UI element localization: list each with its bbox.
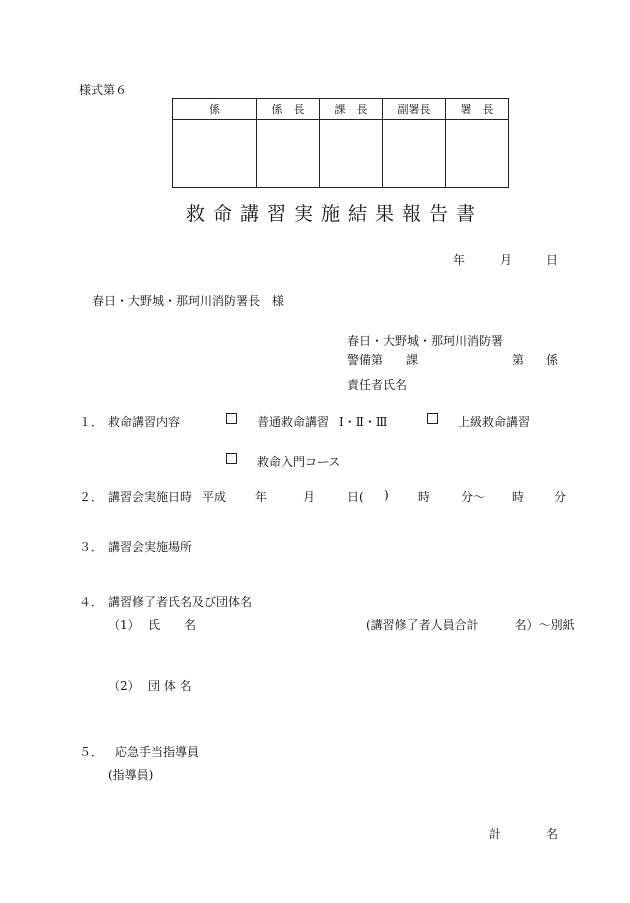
approval-header-fukushocho: 副署長 — [383, 99, 446, 120]
approval-header-kakari: 係 — [173, 99, 257, 120]
section-4-sub2-number: （2） — [108, 679, 140, 693]
approval-stamp-cell[interactable] — [446, 120, 509, 188]
section-2-number: ２． — [79, 490, 104, 504]
sender-dept-kakari: 係 — [546, 353, 559, 367]
sender-dept-ka: 課 — [406, 353, 419, 367]
approval-stamp-cell[interactable] — [173, 120, 257, 188]
addressee: 春日・大野城・那珂川消防署長 様 — [92, 294, 285, 308]
approval-header-kakaricho: 係 長 — [257, 99, 320, 120]
section-4-sub1-number: （1） — [108, 618, 140, 632]
checkbox-basic-course[interactable] — [226, 413, 237, 424]
section-4-number: ４． — [79, 595, 104, 609]
option-intro-course-label: 救命入門コース — [257, 455, 341, 469]
option-basic-course-label: 普通救命講習 — [257, 415, 330, 429]
section-4-sub2-label: 団 体 名 — [148, 679, 192, 693]
section-2-hour-start: 時 — [418, 490, 431, 504]
section-1-label: 救命講習内容 — [108, 415, 181, 429]
section-4-sub1-label: 氏 名 — [148, 618, 197, 632]
date-month-label: 月 — [500, 253, 513, 267]
form-number: 様式第６ — [79, 83, 128, 97]
section-4-sub1-note: (講習修了者人員合計 名）～別紙 — [366, 618, 575, 632]
total-mei-label: 名 — [546, 827, 559, 841]
section-2-minute-start: 分～ — [461, 490, 486, 504]
section-4-label: 講習修了者氏名及び団体名 — [108, 595, 253, 609]
sender-responsible-label: 責任者氏名 — [347, 378, 408, 392]
section-3-label: 講習会実施場所 — [108, 540, 193, 554]
section-1-number: １． — [79, 415, 104, 429]
sender-org: 春日・大野城・那珂川消防署 — [347, 334, 504, 348]
checkbox-advanced-course[interactable] — [427, 413, 438, 424]
section-2-label: 講習会実施日時 — [108, 490, 193, 504]
section-2-year: 年 — [255, 490, 268, 504]
checkbox-intro-course[interactable] — [226, 453, 237, 464]
option-advanced-course-label: 上級救命講習 — [458, 415, 531, 429]
sender-dept-dai: 第 — [512, 353, 525, 367]
section-2-hour-end: 時 — [512, 490, 525, 504]
approval-header-shocho: 署 長 — [446, 99, 509, 120]
approval-stamp-cell[interactable] — [257, 120, 320, 188]
section-2-month: 月 — [303, 490, 316, 504]
section-5-sub-label: (指導員) — [108, 768, 154, 782]
date-year-label: 年 — [453, 253, 466, 267]
approval-stamp-table — [172, 98, 509, 188]
document-title: 救命講習実施結果報告書 — [186, 203, 484, 225]
section-2-era: 平成 — [202, 490, 227, 504]
section-5-number: ５． — [79, 745, 104, 759]
option-basic-course-levels: Ⅰ・Ⅱ・Ⅲ — [339, 415, 388, 429]
section-2-paren-close: ) — [384, 488, 389, 502]
total-kei-label: 計 — [489, 827, 502, 841]
section-2-day: 日( — [347, 490, 364, 504]
section-3-number: ３． — [79, 540, 104, 554]
section-2-minute-end: 分 — [554, 490, 567, 504]
section-5-label: 応急手当指導員 — [115, 745, 200, 759]
approval-header-kacho: 課 長 — [320, 99, 383, 120]
approval-stamp-cell[interactable] — [320, 120, 383, 188]
sender-dept-prefix: 警備第 — [347, 353, 384, 367]
approval-stamp-cell[interactable] — [383, 120, 446, 188]
date-day-label: 日 — [546, 253, 559, 267]
